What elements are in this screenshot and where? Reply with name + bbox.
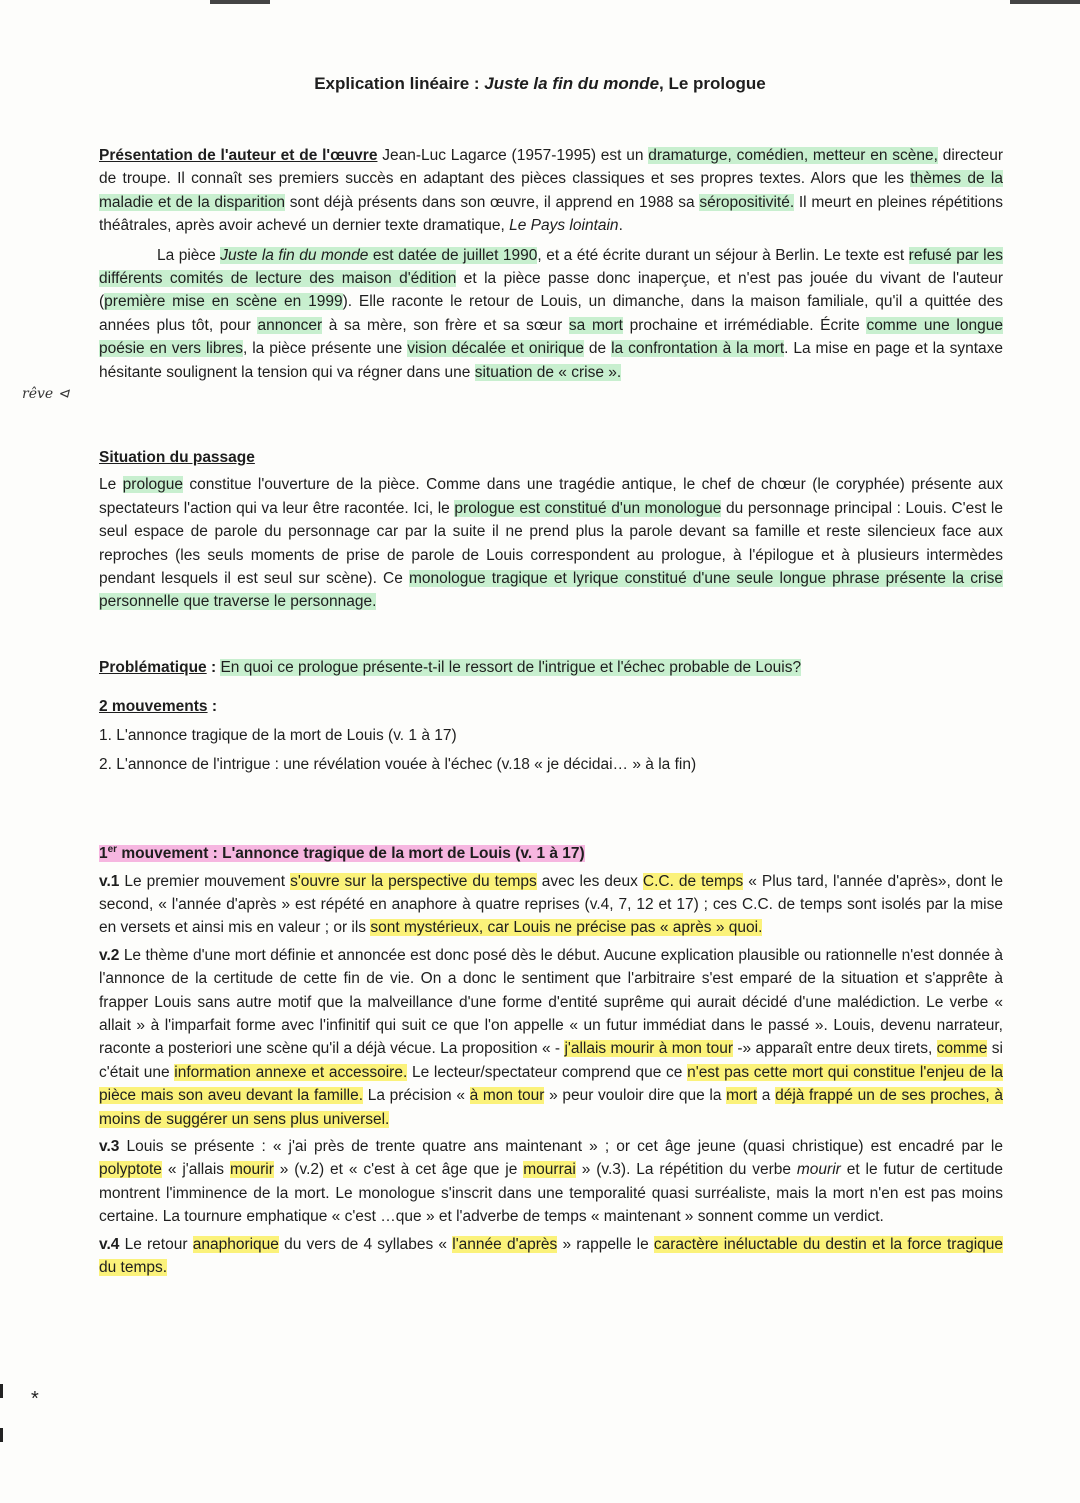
text: La pièce bbox=[157, 246, 221, 264]
presentation-heading: Présentation de l'auteur et de l'œuvre bbox=[99, 147, 378, 164]
highlight: dramaturge, comédien, metteur en scène, bbox=[648, 147, 938, 164]
highlight: première mise en scène en 1999 bbox=[104, 293, 343, 311]
text: si c'était une bbox=[99, 1040, 1003, 1081]
highlight: information annexe et accessoire. bbox=[174, 1063, 408, 1081]
mouvement-1-section bbox=[99, 838, 1003, 1279]
highlight: s'ouvre sur la perspective du temps bbox=[290, 872, 537, 890]
text: « j'allais bbox=[161, 1161, 230, 1179]
text: : bbox=[206, 659, 221, 676]
verse-label: v.1 bbox=[99, 872, 120, 890]
text: du personnage principal : Louis. C'est le seul espace de parole du personnage car par la suite il ne prend plus la parole devant sa famille et reste silencieux face aux reproches (les seuls moments de prise de parole de Louis correspondent au prologue, à l'épilogue et à plusieurs intermèdes pendant lesquels il est seul sur scène). Ce bbox=[99, 499, 1003, 588]
text: à sa mère, son frère et sa sœur bbox=[322, 316, 569, 334]
title-suffix: , Le prologue bbox=[659, 74, 766, 93]
problematique-text: En quoi ce prologue présente-t-il le ressort de l'intrigue et l'échec probable de Louis? bbox=[220, 659, 802, 676]
text: Jean-Luc Lagarce (1957-1995) est un bbox=[377, 147, 649, 164]
text: mouvement : L'annonce tragique de la mort de Louis (v. 1 à 17) bbox=[117, 845, 585, 863]
situation-paragraph bbox=[99, 473, 1003, 613]
highlight: thèmes de la maladie et de la disparition bbox=[99, 170, 1004, 211]
highlight: caractère inéluctable du destin et la force tragique du temps. bbox=[99, 1235, 1003, 1277]
mouvement-1-heading bbox=[99, 845, 585, 862]
highlight: j'allais mourir à mon tour bbox=[564, 1040, 733, 1058]
scan-edge-mark bbox=[0, 1384, 3, 1398]
highlight: annoncer bbox=[257, 316, 323, 334]
highlight: est datée de juillet 1990 bbox=[368, 246, 538, 264]
text: Le thème d'une mort définie et annoncée est donc posé dès le début. Aucune explication plausible ou rationnelle n'est donnée à l'annonce de la certitude de cette fin de vie. On a donc le sentiment que l'arbitraire s'est emparé de la situation et s'apprête à frapper Louis sans autre motif que la malveillance d'une forme d'entité suprême qui aurait décidé d'une malédiction. Le verbe « allait » à l'imparfait forme avec l'infinitif qui suit ce que l'on appelle « un futur immédiat dans le passé ». Louis, devenu narrateur, raconte a posteriori une scène qu'il a déjà vécue. La proposition « - bbox=[99, 946, 1003, 1058]
text: » peur vouloir dire que la bbox=[544, 1087, 727, 1105]
text: « Plus tard, l'année d'après», dont le second, « l'année d'après » est répété en anaphore à quatre reprises (v.4, 7, 12 et 17) ; ces C.C. de temps sont isolés par la mise en versets et ainsi mis en valeur ; or ils bbox=[99, 872, 1003, 937]
text: a bbox=[757, 1087, 776, 1105]
problematique-heading: Problématique bbox=[99, 659, 207, 676]
text: : bbox=[207, 698, 218, 715]
highlight: vision décalée et onirique bbox=[407, 340, 584, 358]
highlight: refusé par les différents comités de lecture des maison d'édition bbox=[99, 246, 1003, 288]
presentation-section bbox=[99, 144, 1003, 384]
text: Le bbox=[99, 476, 123, 494]
verse-2-paragraph bbox=[99, 944, 1003, 1131]
mouvements-heading: 2 mouvements bbox=[99, 698, 208, 715]
list-item: 2. L'annonce de l'intrigue : une révélation vouée à l'échec (v.18 « je décidai… » à la fin) bbox=[99, 756, 697, 773]
verse-3-paragraph bbox=[99, 1135, 1003, 1229]
text: » rappelle le bbox=[557, 1235, 654, 1253]
text: Le premier mouvement bbox=[119, 872, 291, 890]
text: prochaine et irrémédiable. Écrite bbox=[622, 316, 867, 334]
mouvements-section bbox=[99, 692, 1003, 779]
text: La précision « bbox=[363, 1087, 470, 1105]
work-title: Le Pays lointain bbox=[509, 217, 619, 235]
highlight: comme bbox=[936, 1040, 988, 1058]
highlight: situation de « crise ». bbox=[474, 363, 622, 381]
text: 1 bbox=[99, 845, 108, 863]
text: » (v.2) et « c'est à cet âge que je bbox=[273, 1161, 524, 1179]
highlight: l'année d'après bbox=[452, 1235, 558, 1253]
highlight: mourrai bbox=[523, 1161, 576, 1179]
highlight: monologue tragique et lyrique constitué d'une seule longue phrase présente la crise personnelle que traverse le personnage. bbox=[99, 570, 1003, 611]
text: Louis se présente : « j'ai près de trente quatre ans maintenant » ; or cet âge jeune (quasi christique) est encadré par le bbox=[119, 1138, 1003, 1156]
handwritten-margin-note: rêve ⊲ bbox=[22, 386, 70, 402]
highlight: sa mort bbox=[568, 316, 623, 334]
highlight: mort bbox=[726, 1087, 758, 1105]
text: constitue l'ouverture de la pièce. Comme dans une tragédie antique, le chef de chœur (le coryphée) présente aux spectateurs l'action qui va leur être racontée. Ici, le bbox=[99, 476, 1003, 517]
text: . La mise en page et la syntaxe hésitante soulignent la tension qui va régner dans une bbox=[99, 340, 1004, 381]
text: -» apparaît entre deux tirets, bbox=[732, 1040, 937, 1058]
text: et le futur de certitude montrent l'imminence de la mort. Le monologue s'inscrit dans une temporalité quasi surréaliste, mais la mort n'en est pas moins certaine. La tournure emphatique « c'est …que » et l'adverbe de temps « maintenant » sonnent comme un verdict. bbox=[99, 1161, 1003, 1226]
text: Le lecteur/spectateur comprend que ce bbox=[407, 1063, 688, 1081]
document-title bbox=[0, 74, 1080, 94]
text: er bbox=[107, 844, 118, 855]
verse-label: v.2 bbox=[99, 946, 120, 964]
text: Il meurt en pleines répétitions théâtrales, après avoir achevé un dernier texte dramatique, bbox=[99, 193, 1003, 235]
text: avec les deux bbox=[536, 872, 643, 890]
text: Le retour bbox=[119, 1235, 193, 1253]
list-item: 1. L'annonce tragique de la mort de Louis (v. 1 à 17) bbox=[99, 727, 457, 744]
text: de bbox=[584, 340, 612, 358]
verse-label: v.4 bbox=[99, 1235, 120, 1253]
text: ). Elle raconte le retour de Louis, un dimanche, dans la maison familiale, qu'il a quittée des années plus tôt, pour bbox=[99, 293, 1003, 334]
highlight: mourir bbox=[229, 1161, 274, 1179]
text: mourir bbox=[796, 1161, 841, 1179]
text: du vers de 4 syllabes « bbox=[278, 1235, 453, 1253]
presentation-paragraph-2 bbox=[99, 244, 1003, 384]
highlight: prologue bbox=[122, 476, 183, 494]
situation-section bbox=[99, 446, 1003, 614]
highlight: comme une longue poésie en vers libres bbox=[99, 316, 1003, 358]
situation-heading: Situation du passage bbox=[99, 449, 255, 466]
verse-1-paragraph bbox=[99, 870, 1003, 940]
verse-label: v.3 bbox=[99, 1138, 120, 1156]
scan-edge-mark bbox=[1010, 0, 1080, 4]
text: sont déjà présents dans son œuvre, il apprend en 1988 sa bbox=[285, 193, 700, 211]
highlight: séropositivité. bbox=[699, 193, 795, 211]
highlight: déjà frappé un de ses proches, à moins de suggérer un sens plus universel. bbox=[99, 1087, 1003, 1128]
margin-star-mark: * bbox=[31, 1388, 39, 1410]
work-title: Juste la fin du monde bbox=[220, 246, 369, 264]
highlight: sont mystérieux, car Louis ne précise pas « après » quoi. bbox=[370, 919, 763, 937]
title-work: Juste la fin du monde bbox=[484, 74, 660, 93]
highlight: à mon tour bbox=[469, 1087, 545, 1105]
presentation-paragraph-1 bbox=[99, 144, 1003, 238]
text: et la pièce passe donc inaperçue, et n'est pas jouée du vivant de l'auteur ( bbox=[99, 270, 1003, 311]
highlight: n'est pas cette mort qui constitue l'enjeu de la pièce mais son aveu devant la famille. bbox=[99, 1063, 1003, 1105]
text: directeur de troupe. Il connaît ses premiers succès en adaptant des pièces classiques et ses propres textes. Alors que les bbox=[99, 147, 1004, 188]
text: , la pièce présente une bbox=[243, 340, 408, 358]
highlight: anaphorique bbox=[192, 1235, 279, 1253]
text: , et a été écrite durant un séjour à Berlin. Le texte est bbox=[537, 246, 909, 264]
highlight: C.C. de temps bbox=[642, 872, 744, 890]
title-prefix: Explication linéaire : bbox=[314, 74, 485, 93]
highlight: la confrontation à la mort bbox=[611, 340, 785, 358]
verse-4-paragraph bbox=[99, 1233, 1003, 1280]
text: » (v.3). La répétition du verbe bbox=[575, 1161, 797, 1179]
scan-edge-mark bbox=[0, 1428, 3, 1442]
scan-edge-mark bbox=[210, 0, 270, 4]
text: . bbox=[618, 217, 623, 235]
highlight: polyptote bbox=[99, 1161, 162, 1179]
highlight: prologue est constitué d'un monologue bbox=[454, 499, 722, 517]
problematique-section bbox=[99, 656, 1003, 679]
